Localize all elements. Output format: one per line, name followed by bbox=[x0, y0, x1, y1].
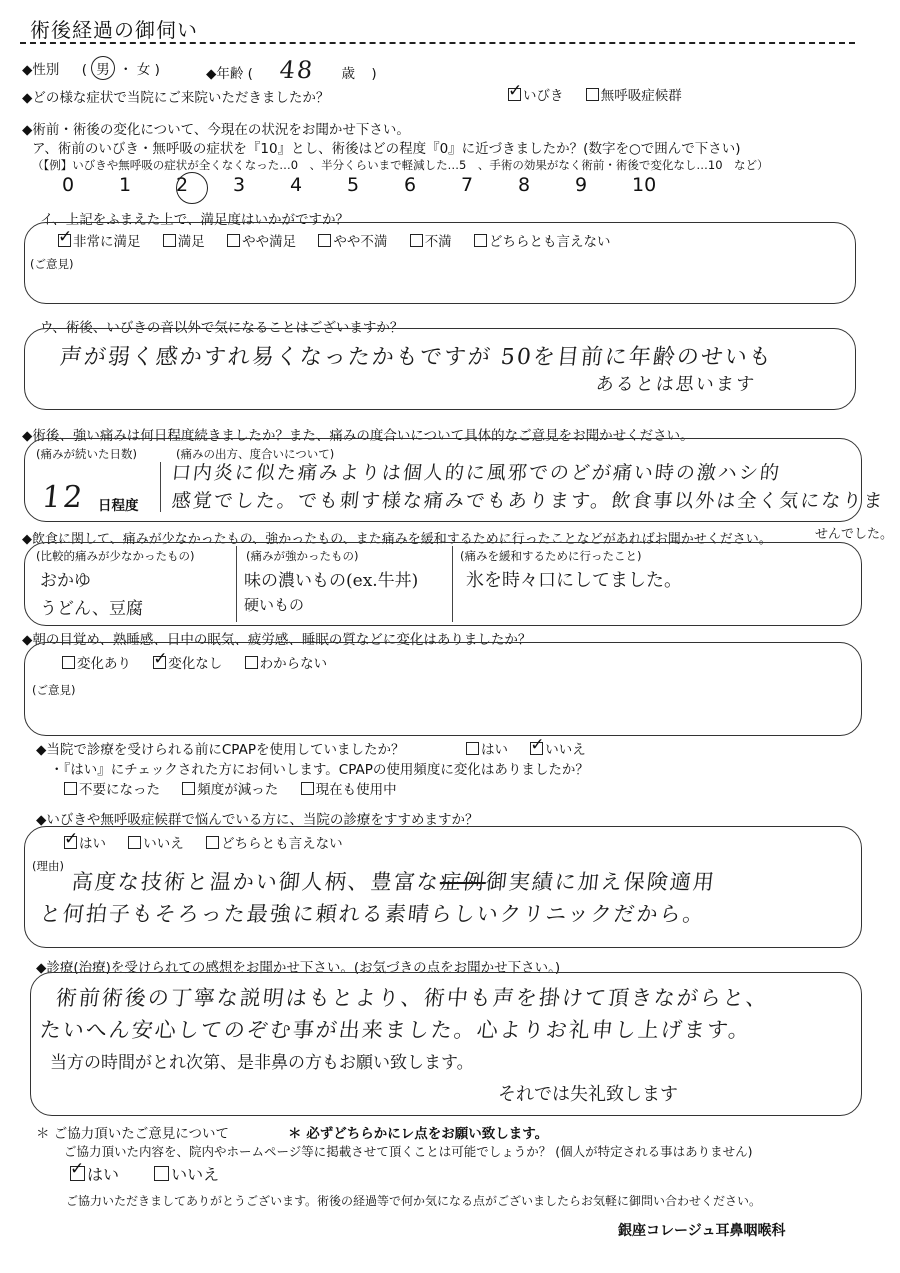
recommend-option-neither[interactable]: どちらとも言えない bbox=[206, 836, 343, 852]
checkbox-icon[interactable] bbox=[154, 1166, 169, 1181]
cpap-question: ◆当院で診療を受けられる前にCPAPを使用していましたか？ bbox=[36, 742, 405, 758]
recommend-answer-line1[interactable]: 高度な技術と温かい御人柄、豊富な症例御実績に加え保険適用 bbox=[70, 870, 718, 894]
age-row: ◆年齢 ( 48 歳 ) bbox=[206, 56, 377, 84]
symptom-option-apnea[interactable]: 無呼吸症候群 bbox=[586, 88, 682, 104]
sat-option-very-satisfied[interactable]: ✓非常に満足 bbox=[58, 234, 141, 250]
pain-degree-label: (痛みの出方、度合いについて) bbox=[176, 447, 335, 461]
gender-female[interactable]: 女 bbox=[136, 62, 151, 78]
checkbox-icon[interactable] bbox=[153, 656, 166, 669]
consent-option-no[interactable]: いいえ bbox=[154, 1165, 219, 1184]
recommend-reason-label: (理由) bbox=[32, 859, 64, 873]
footer-note-b: ＊ 必ずどちらかにレ点をお願い致します。 bbox=[288, 1126, 549, 1142]
gender-label: ◆性別 bbox=[22, 62, 60, 78]
food-less-line1[interactable]: おかゆ bbox=[40, 571, 91, 591]
recommend-options bbox=[64, 832, 361, 852]
checkbox-icon[interactable] bbox=[206, 836, 219, 849]
pain-days-unit: 日程度 bbox=[98, 498, 139, 514]
cpap-sub-option-still-using[interactable]: 現在も使用中 bbox=[301, 782, 397, 798]
checkbox-icon[interactable] bbox=[301, 782, 314, 795]
impression-answer-line4[interactable]: それでは失礼致します bbox=[498, 1084, 678, 1105]
pain-question: ◆術後、強い痛みは何日程度続きましたか？また、痛みの度合いについて具体的なご意見をお聞かせください。 bbox=[22, 428, 694, 444]
checkbox-icon[interactable] bbox=[70, 1166, 85, 1181]
satisfaction-options bbox=[58, 230, 628, 250]
change-example: （【例】いびきや無呼吸の症状が全くなくなった…0 、半分くらいまで軽減した…5 、手術の効果がなく術前・術後で変化なし…10 など） bbox=[32, 158, 769, 172]
footer-consent-options bbox=[70, 1162, 237, 1185]
impression-answer-line1[interactable]: 術前術後の丁寧な説明はもとより、術中も声を掛けて頂きながらと、 bbox=[54, 986, 771, 1010]
pain-divider bbox=[160, 462, 161, 512]
recommend-question: ◆いびきや無呼吸症候群で悩んでいる方に、当院の診療をすすめますか？ bbox=[36, 812, 479, 828]
footer-consent-question: ご協力頂いた内容を、院内やホームページ等に掲載させて頂くことは可能でしょうか？ (個人が特定される事はありません) bbox=[64, 1144, 753, 1159]
gender-sep: ・ bbox=[119, 62, 133, 78]
cpap-options bbox=[466, 738, 604, 758]
checkbox-icon[interactable] bbox=[64, 836, 77, 849]
other-question: ウ、術後、いびきの音以外で気になることはございますか？ bbox=[40, 320, 404, 336]
change-scale bbox=[62, 174, 689, 196]
cpap-sub-options bbox=[64, 778, 415, 798]
checkbox-icon[interactable] bbox=[227, 234, 240, 247]
food-strong-line1[interactable]: 味の濃いもの(ex.牛丼) bbox=[244, 571, 419, 591]
scale-10[interactable]: 10 bbox=[632, 174, 657, 196]
food-relief-line1[interactable]: 氷を時々口にしてました。 bbox=[466, 570, 682, 591]
checkbox-icon[interactable] bbox=[163, 234, 176, 247]
checkbox-icon[interactable] bbox=[530, 742, 543, 755]
pain-answer-line3[interactable]: せんでした。 bbox=[815, 527, 894, 542]
age-close: ) bbox=[371, 66, 377, 82]
cpap-sub-option-reduced[interactable]: 頻度が減った bbox=[182, 782, 278, 798]
checkbox-icon[interactable] bbox=[58, 234, 71, 247]
sat-option-neither[interactable]: どちらとも言えない bbox=[474, 234, 611, 250]
food-less-label: (比較的痛みが少なかったもの) bbox=[36, 549, 195, 563]
title-underline bbox=[20, 42, 855, 44]
other-answer-line2[interactable]: あるとは思います bbox=[594, 374, 757, 395]
recommend-answer-line2[interactable]: と何拍子もそろった最強に頼れる素晴らしいクリニックだから。 bbox=[38, 902, 707, 926]
food-divider-2 bbox=[452, 546, 453, 622]
checkbox-icon[interactable] bbox=[128, 836, 141, 849]
impression-answer-line2[interactable]: たいへん安心してのぞむ事が出来ました。心よりお礼申し上げます。 bbox=[38, 1018, 753, 1042]
food-strong-label: (痛みが強かったもの) bbox=[246, 549, 359, 563]
age-unit: 歳 bbox=[341, 66, 356, 82]
symptom-option-snoring[interactable]: ✓ いびき bbox=[508, 88, 564, 104]
scale-5[interactable]: 5 bbox=[347, 174, 360, 196]
symptom-options bbox=[508, 84, 700, 104]
food-strong-line2[interactable]: 硬いもの bbox=[244, 596, 305, 614]
cpap-option-yes[interactable]: はい bbox=[466, 742, 508, 758]
scale-6[interactable]: 6 bbox=[404, 174, 417, 196]
other-answer-line1[interactable]: 声が弱く感かすれ易くなったかもですが 50を目前に年齢のせいも bbox=[58, 345, 775, 370]
sleep-opinion-label: (ご意見) bbox=[32, 683, 76, 697]
food-relief-label: (痛みを緩和するために行ったこと) bbox=[460, 549, 642, 563]
scale-9[interactable]: 9 bbox=[575, 174, 588, 196]
scale-8[interactable]: 8 bbox=[518, 174, 531, 196]
recommend-option-yes[interactable]: ✓はい bbox=[64, 836, 106, 852]
sleep-option-unknown[interactable]: わからない bbox=[245, 656, 328, 672]
change-sub-a: ア、術前のいびき・無呼吸の症状を『10』とし、術後はどの程度『0』に近づきましたか？(数字を○で囲んで下さい) bbox=[32, 141, 741, 157]
checkbox-icon[interactable] bbox=[508, 88, 521, 101]
scale-3[interactable]: 3 bbox=[233, 174, 246, 196]
sleep-option-no-change[interactable]: ✓ 変化なし bbox=[153, 656, 222, 672]
food-divider-1 bbox=[236, 546, 237, 622]
page-title: 術後経過の御伺い bbox=[30, 18, 198, 42]
age-label: ◆年齢 bbox=[206, 66, 244, 82]
checkbox-icon[interactable] bbox=[64, 782, 77, 795]
food-question: ◆飲食に関して、痛みが少なかったもの、強かったもの、また痛みを緩和するために行ったことなどがあればお聞かせください。 bbox=[22, 532, 772, 547]
impression-question: ◆診療(治療)を受けられての感想をお聞かせ下さい。(お気づきの点をお聞かせ下さい。) bbox=[36, 960, 561, 976]
impression-answer-line3[interactable]: 当方の時間がとれ次第、是非鼻の方もお願い致します。 bbox=[50, 1053, 474, 1073]
sleep-options bbox=[62, 652, 345, 672]
sleep-question: ◆朝の目覚め、熟睡感、日中の眠気、疲労感、睡眠の質などに変化はありましたか？ bbox=[22, 632, 532, 648]
sat-option-dissatisfied[interactable]: 不満 bbox=[410, 234, 452, 250]
satisfaction-opinion-label: (ご意見) bbox=[30, 257, 74, 271]
age-value[interactable]: 48 bbox=[278, 56, 316, 84]
scale-2[interactable]: 2 bbox=[176, 174, 189, 196]
checkbox-icon[interactable] bbox=[466, 742, 479, 755]
scale-4[interactable]: 4 bbox=[290, 174, 303, 196]
selected-scale-circle bbox=[176, 172, 208, 204]
checkbox-icon[interactable] bbox=[182, 782, 195, 795]
checkbox-icon[interactable] bbox=[586, 88, 599, 101]
recommend-option-no[interactable]: いいえ bbox=[128, 836, 184, 852]
pain-answer-line2[interactable]: 感覚でした。でも刺す様な痛みでもあります。飲食事以外は全く気になりま bbox=[170, 490, 886, 512]
scale-0[interactable]: 0 bbox=[62, 174, 75, 196]
gender-male[interactable]: 男 bbox=[91, 56, 115, 80]
pain-days-label: (痛みが続いた日数) bbox=[36, 447, 137, 461]
satisfaction-question: イ、上記をふまえた上で、満足度はいかがですか？ bbox=[40, 212, 350, 228]
sat-option-somewhat-satisfied[interactable]: やや満足 bbox=[227, 234, 296, 250]
checkbox-icon[interactable] bbox=[410, 234, 423, 247]
scale-7[interactable]: 7 bbox=[461, 174, 474, 196]
checkbox-icon[interactable] bbox=[62, 656, 75, 669]
sat-option-somewhat-dissatisfied[interactable]: やや不満 bbox=[318, 234, 387, 250]
scale-1[interactable]: 1 bbox=[119, 174, 132, 196]
footer-thanks: ご協力いただきましてありがとうございます。術後の経過等で何か気になる点がございましたらお気軽に御問い合わせください。 bbox=[66, 1194, 762, 1208]
clinic-name: 銀座コレージュ耳鼻咽喉科 bbox=[618, 1223, 786, 1239]
gender-row: ◆性別 ( 男 ・ 女 ) bbox=[22, 56, 160, 80]
sat-option-satisfied[interactable]: 満足 bbox=[163, 234, 205, 250]
food-less-line2[interactable]: うどん、豆腐 bbox=[40, 599, 144, 619]
consent-option-yes[interactable]: ✓はい bbox=[70, 1165, 119, 1184]
cpap-sub-option-unneeded[interactable]: 不要になった bbox=[64, 782, 160, 798]
cpap-sub-question: ・『はい』にチェックされた方にお伺いします。CPAPの使用頻度に変化はありましたか？ bbox=[50, 762, 589, 778]
checkbox-icon[interactable] bbox=[318, 234, 331, 247]
checkbox-icon[interactable] bbox=[245, 656, 258, 669]
footer-note-a: ＊ ご協力頂いたご意見について bbox=[36, 1126, 230, 1142]
cpap-option-no[interactable]: ✓ いいえ bbox=[530, 742, 586, 758]
pain-answer-line1[interactable]: 口内炎に似た痛みよりは個人的に風邪でのどが痛い時の激ハシ的 bbox=[170, 462, 783, 484]
symptom-question: ◆どの様な症状で当院にご来院いただきましたか？ bbox=[22, 90, 330, 106]
change-question: ◆術前・術後の変化について、今現在の状況をお聞かせ下さい。 bbox=[22, 122, 410, 138]
sleep-option-changed[interactable]: 変化あり bbox=[62, 656, 131, 672]
pain-days-value[interactable]: 12 bbox=[40, 480, 87, 515]
checkbox-icon[interactable] bbox=[474, 234, 487, 247]
